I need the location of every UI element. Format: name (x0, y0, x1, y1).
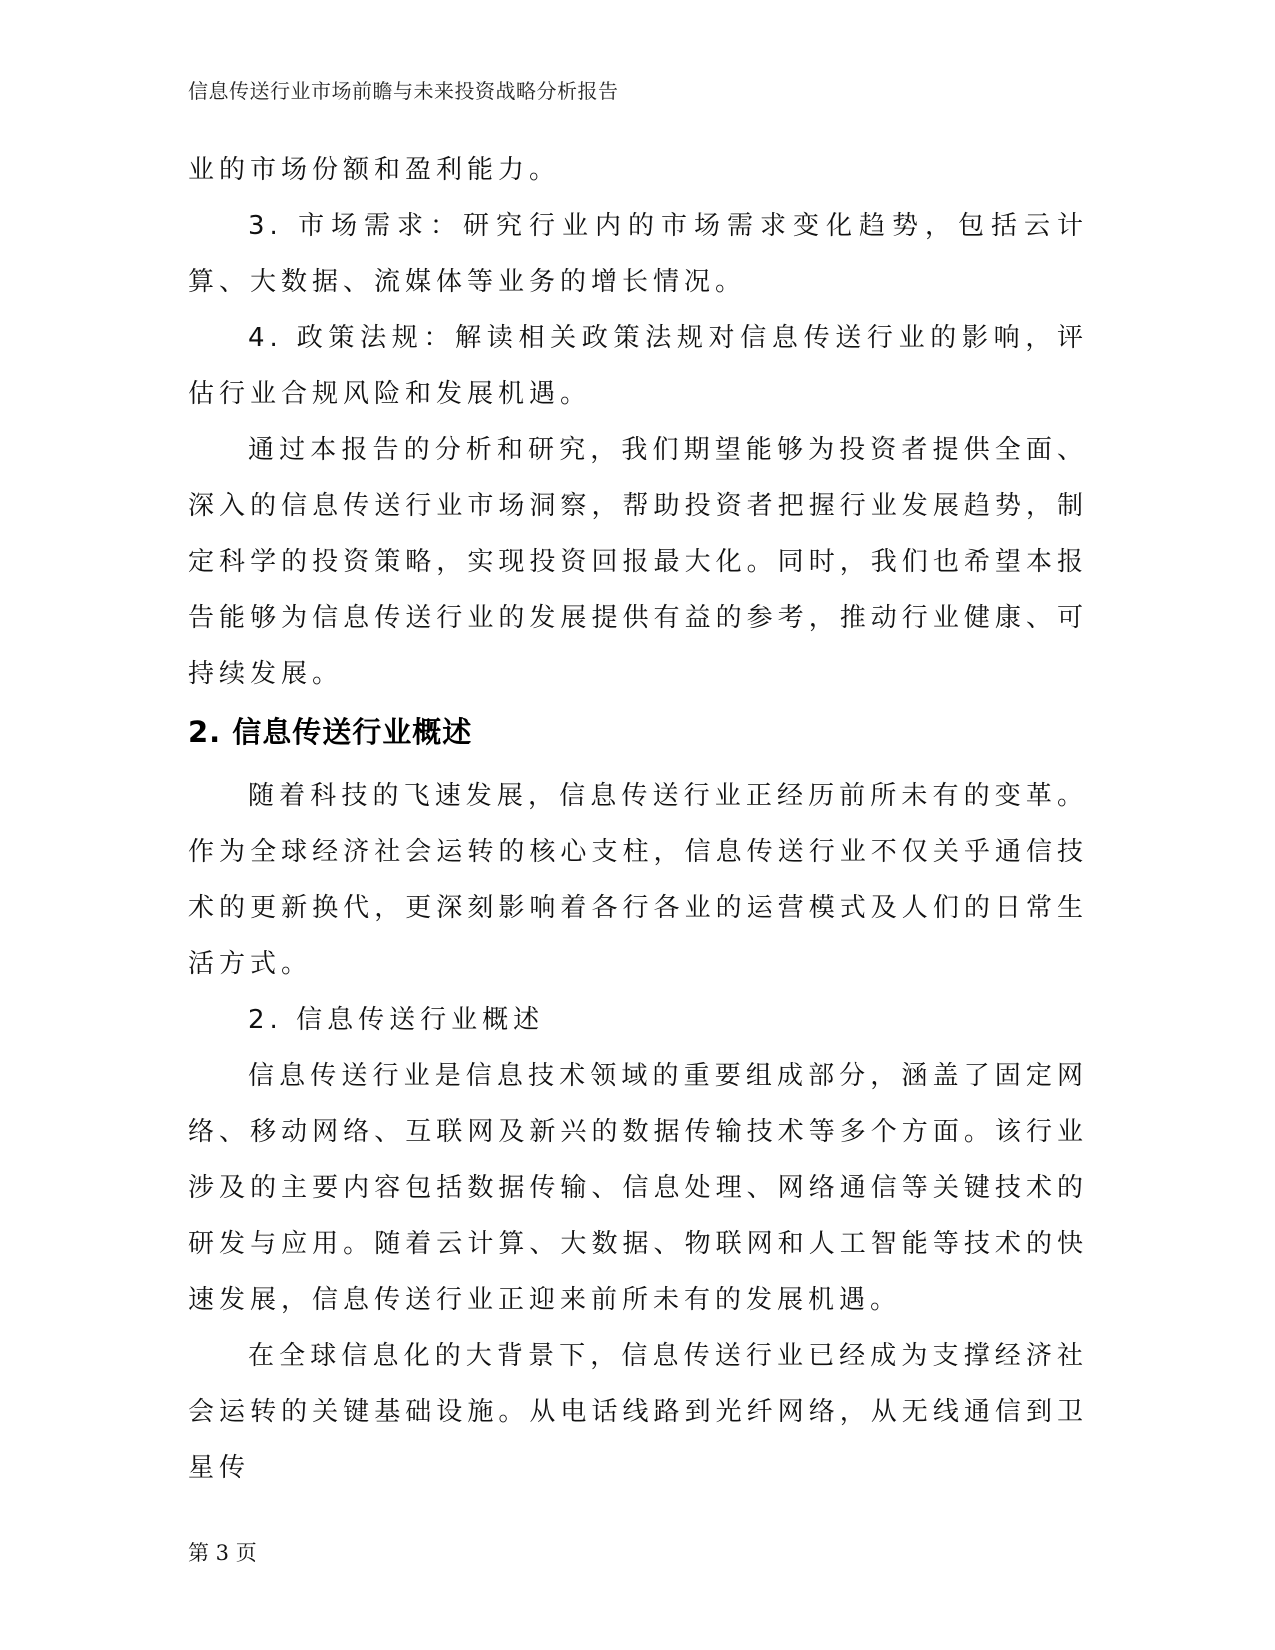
document-body (188, 142, 1088, 1496)
paragraph-intro: 随着科技的飞速发展，信息传送行业正经历前所未有的变革。作为全球经济社会运转的核心支柱，信息传送行业不仅关乎通信技术的更新换代，更深刻影响着各行各业的运营模式及人们的日常生活方式。 (188, 781, 1088, 979)
page-number: 第 3 页 (188, 1541, 257, 1565)
paragraph-conclusion: 通过本报告的分析和研究，我们期望能够为投资者提供全面、深入的信息传送行业市场洞察，帮助投资者把握行业发展趋势，制定科学的投资策略，实现投资回报最大化。同时，我们也希望本报告能够为信息传送行业的发展提供有益的参考，推动行业健康、可持续发展。 (188, 435, 1088, 689)
paragraph-continuation: 业的市场份额和盈利能力。 (188, 155, 561, 185)
running-header: 信息传送行业市场前瞻与未来投资战略分析报告 (188, 79, 619, 103)
subheading: 2. 信息传送行业概述 (248, 1005, 545, 1035)
paragraph-global-context: 在全球信息化的大背景下，信息传送行业已经成为支撑经济社会运转的关键基础设施。从电话线路到光纤网络，从无线通信到卫星传 (188, 1341, 1088, 1483)
section-heading: 2. 信息传送行业概述 (188, 715, 473, 749)
paragraph-industry-definition: 信息传送行业是信息技术领域的重要组成部分，涵盖了固定网络、移动网络、互联网及新兴的数据传输技术等多个方面。该行业涉及的主要内容包括数据传输、信息处理、网络通信等关键技术的研发与应用。随着云计算、大数据、物联网和人工智能等技术的快速发展，信息传送行业正迎来前所未有的发展机遇。 (188, 1061, 1088, 1315)
paragraph-policy: 4. 政策法规：解读相关政策法规对信息传送行业的影响，评估行业合规风险和发展机遇。 (188, 323, 1088, 409)
paragraph-market-demand: 3. 市场需求：研究行业内的市场需求变化趋势，包括云计算、大数据、流媒体等业务的增长情况。 (188, 211, 1088, 297)
